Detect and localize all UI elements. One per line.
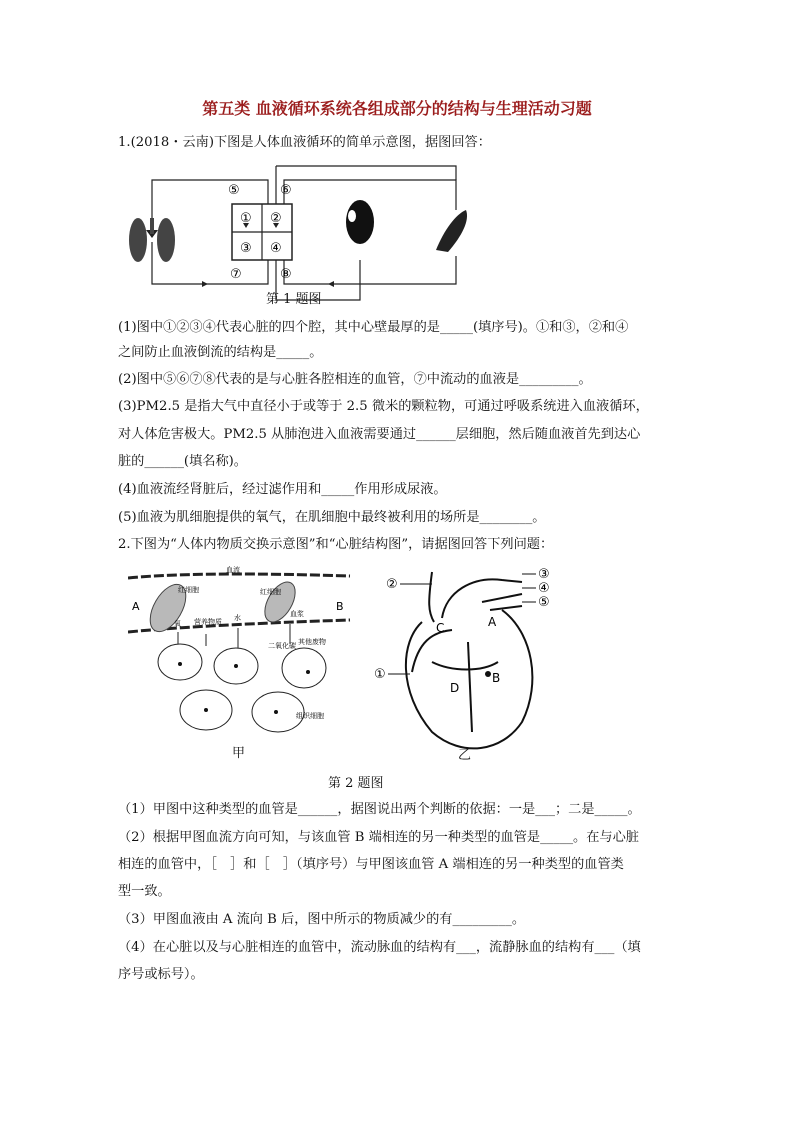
q2-part-4a: （4）在心脏以及与心脏相连的血管中，流动脉血的结构有___，流静脉血的结构有___（填 [118,940,641,955]
svg-text:红细胞: 红细胞 [260,588,281,596]
q2-figure-jia-label: 甲 [232,746,246,761]
q2-stem: 2.下图为“人体内物质交换示意图”和“心脏结构图”，请据图回答下列问题： [118,537,554,552]
q2-figure-jia [128,562,358,762]
svg-text:血流: 血流 [226,566,240,574]
svg-text:A: A [488,615,497,629]
svg-text:④: ④ [538,581,550,596]
q1-stem: 1.(2018・云南)下图是人体血液循环的简单示意图，据图回答： [118,135,491,150]
kidney-icon [346,200,374,244]
svg-text:②: ② [270,211,282,226]
page-title: 第五类 血液循环系统各组成部分的结构与生理活动习题 [202,99,592,118]
svg-text:①: ① [374,667,386,682]
q1-part-3c: 脏的______(填名称)。 [118,454,247,469]
svg-text:水: 水 [234,614,241,622]
q1-figure-caption: 第 1 题图 [266,292,322,307]
svg-text:④: ④ [270,241,282,256]
q2-part-4b: 序号或标号）。 [118,967,204,982]
q2-part-1: （1）甲图中这种类型的血管是______，据图说出两个判断的依据：一是___；二是_____。 [118,802,641,817]
q2-figure-yi [372,562,562,762]
svg-text:③: ③ [240,241,252,256]
q2-figure-caption: 第 2 题图 [328,776,384,791]
q1-part-3a: (3)PM2.5 是指大气中直径小于或等于 2.5 微米的颗粒物，可通过呼吸系统进入血液循环， [118,399,649,414]
svg-text:⑥: ⑥ [280,183,292,198]
svg-text:②: ② [386,577,398,592]
q1-part-1a: (1)图中①②③④代表心脏的四个腔，其中心壁最厚的是_____(填序号)。①和③，②和④ [118,320,629,335]
svg-text:D: D [450,681,460,695]
svg-text:⑤: ⑤ [538,595,550,610]
svg-text:氧: 氧 [174,620,181,628]
svg-text:其他废物: 其他废物 [298,638,326,646]
svg-text:血浆: 血浆 [290,610,304,618]
q1-part-5: (5)血液为肌细胞提供的氧气，在肌细胞中最终被利用的场所是________。 [118,510,546,525]
svg-text:A: A [132,600,140,613]
svg-text:B: B [492,671,501,685]
q2-part-2a: （2）根据甲图血流方向可知，与该血管 B 端相连的另一种类型的血管是_____。在与心脏 [118,830,639,845]
q1-part-1b: 之间防止血液倒流的结构是_____。 [118,345,323,360]
svg-text:B: B [336,600,344,613]
q2-part-2c: 型一致。 [118,884,171,899]
svg-text:组织细胞: 组织细胞 [296,712,324,720]
svg-text:③: ③ [538,567,550,582]
muscle-icon [436,210,467,252]
svg-text:营养物质: 营养物质 [194,618,222,626]
q2-part-2b: 相连的血管中，［ ］和［ ］（填序号）与甲图该血管 A 端相连的另一种类型的血管类 [118,857,624,872]
q1-part-4: (4)血液流经肾脏后，经过滤作用和_____作用形成尿液。 [118,482,447,497]
svg-text:⑦: ⑦ [230,267,242,282]
svg-text:C: C [436,621,445,635]
svg-text:红细胞: 红细胞 [178,586,199,594]
svg-text:⑧: ⑧ [280,267,292,282]
q2-part-3: （3）甲图血液由 A 流向 B 后，图中所示的物质减少的有_________。 [118,912,526,927]
svg-text:二氧化碳: 二氧化碳 [268,642,296,650]
q1-part-3b: 对人体危害极大。PM2.5 从肺泡进入血液需要通过______层细胞，然后随血液首先到达心 [118,427,641,442]
svg-text:①: ① [240,211,252,226]
q1-part-2: (2)图中⑤⑥⑦⑧代表的是与心脏各腔相连的血管，⑦中流动的血液是_________。 [118,372,592,387]
q2-figure-yi-label: 乙 [458,748,472,763]
svg-text:⑤: ⑤ [228,183,240,198]
